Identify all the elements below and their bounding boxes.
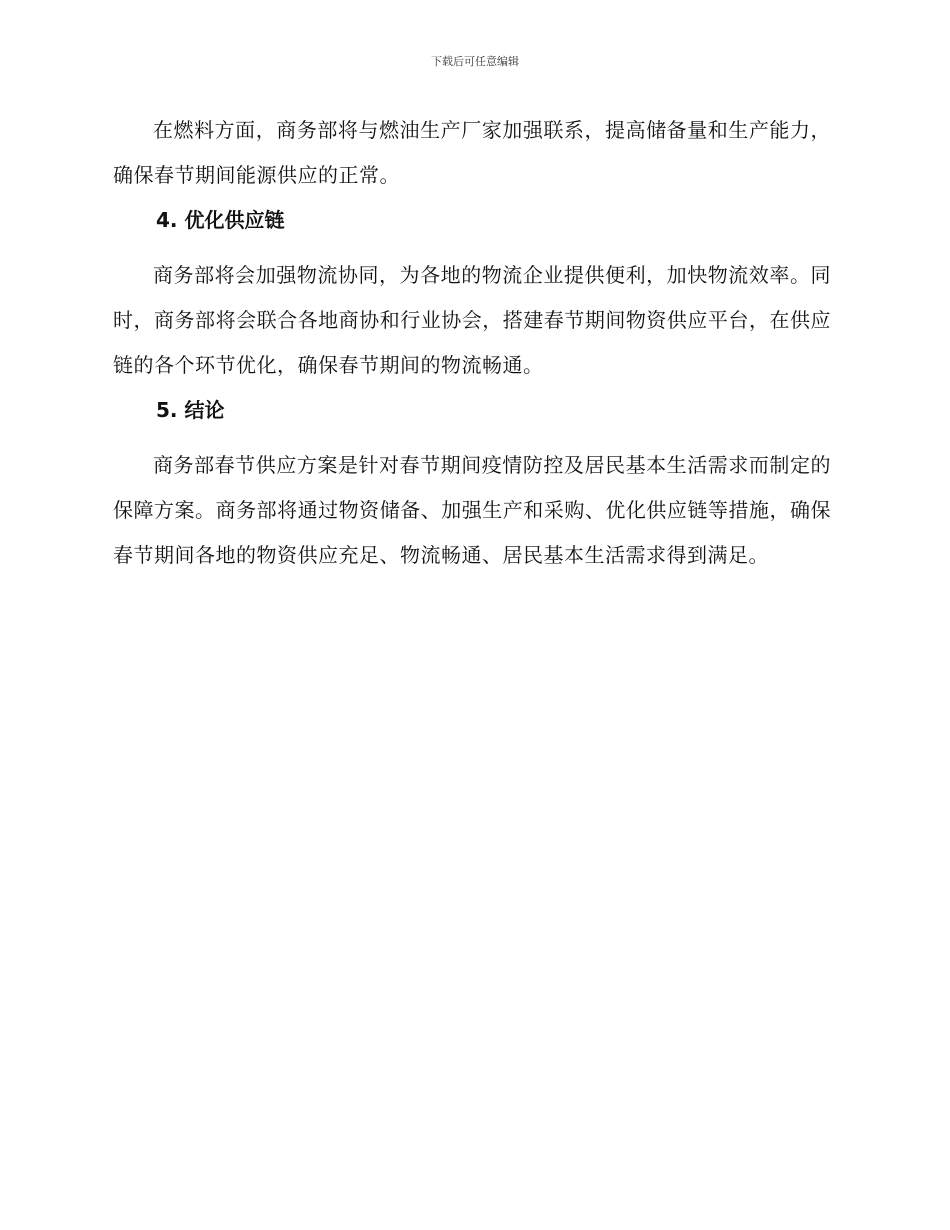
section-heading-conclusion: 5. 结论: [156, 398, 225, 422]
document-body: [113, 108, 831, 578]
paragraph-conclusion: 商务部春节供应方案是针对春节期间疫情防控及居民基本生活需求而制定的保障方案。商务部将通过物资储备、加强生产和采购、优化供应链等措施，确保春节期间各地的物资供应充足、物流畅通、居民基本生活需求得到满足。: [113, 453, 831, 567]
paragraph-supply-chain: 商务部将会加强物流协同，为各地的物流企业提供便利，加快物流效率。同时，商务部将会联合各地商协和行业协会，搭建春节期间物资供应平台，在供应链的各个环节优化，确保春节期间的物流畅通。: [113, 263, 831, 377]
page-header: 下载后可任意编辑: [431, 55, 519, 68]
paragraph-fuel: 在燃料方面，商务部将与燃油生产厂家加强联系，提高储备量和生产能力，确保春节期间能源供应的正常。: [113, 118, 831, 187]
section-heading-optimize-supply-chain: 4. 优化供应链: [156, 208, 285, 232]
